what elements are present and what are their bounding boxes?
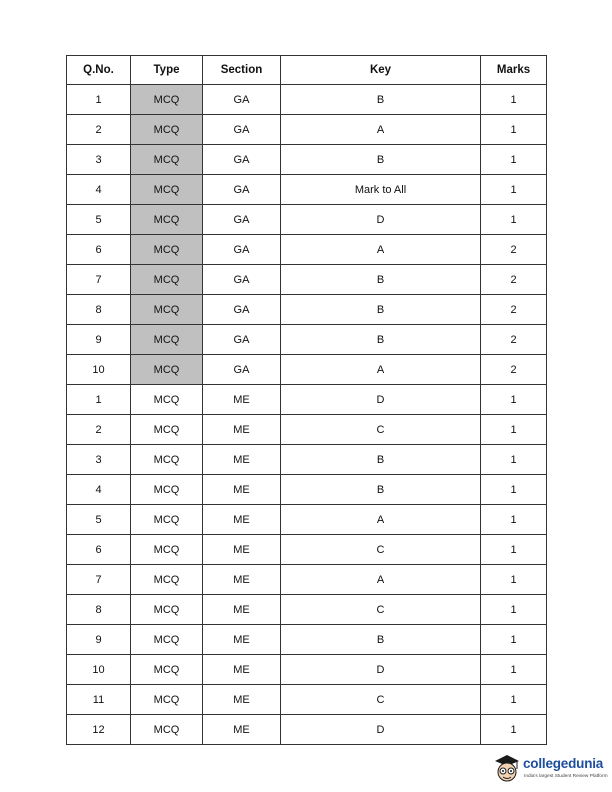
table-row <box>67 325 547 355</box>
cell-key: C <box>281 415 481 445</box>
cell-key: C <box>281 535 481 565</box>
table-row <box>67 115 547 145</box>
cell-type: MCQ <box>131 115 203 145</box>
header-marks: Marks <box>481 56 547 85</box>
table-row <box>67 85 547 115</box>
cell-key: B <box>281 145 481 175</box>
cell-key: B <box>281 265 481 295</box>
table-row <box>67 445 547 475</box>
table-row <box>67 175 547 205</box>
header-type: Type <box>131 56 203 85</box>
cell-section: ME <box>203 715 281 745</box>
cell-key: B <box>281 85 481 115</box>
cell-key: C <box>281 685 481 715</box>
cell-marks: 2 <box>481 265 547 295</box>
cell-marks: 2 <box>481 355 547 385</box>
cell-marks: 1 <box>481 655 547 685</box>
cell-marks: 1 <box>481 595 547 625</box>
table-row <box>67 295 547 325</box>
cell-key: D <box>281 385 481 415</box>
cell-key: B <box>281 625 481 655</box>
header-key: Key <box>281 56 481 85</box>
table-row <box>67 385 547 415</box>
cell-marks: 1 <box>481 85 547 115</box>
cell-type: MCQ <box>131 445 203 475</box>
cell-marks: 2 <box>481 295 547 325</box>
cell-type: MCQ <box>131 415 203 445</box>
cell-key: A <box>281 115 481 145</box>
table-row <box>67 265 547 295</box>
cell-section: GA <box>203 235 281 265</box>
logo-tagline: India's largest Student Review Platform <box>524 774 608 779</box>
cell-qno: 5 <box>67 505 131 535</box>
cell-type: MCQ <box>131 475 203 505</box>
cell-type: MCQ <box>131 625 203 655</box>
cell-qno: 11 <box>67 685 131 715</box>
answer-key-table <box>66 55 547 745</box>
cell-section: GA <box>203 115 281 145</box>
cell-marks: 1 <box>481 505 547 535</box>
cell-section: ME <box>203 625 281 655</box>
cell-marks: 2 <box>481 325 547 355</box>
cell-type: MCQ <box>131 265 203 295</box>
cell-section: GA <box>203 205 281 235</box>
table-row <box>67 655 547 685</box>
table-row <box>67 535 547 565</box>
cell-type: MCQ <box>131 295 203 325</box>
cell-section: ME <box>203 655 281 685</box>
cell-marks: 1 <box>481 415 547 445</box>
cell-marks: 1 <box>481 535 547 565</box>
cell-marks: 1 <box>481 565 547 595</box>
cell-type: MCQ <box>131 85 203 115</box>
cell-section: ME <box>203 565 281 595</box>
cell-section: GA <box>203 145 281 175</box>
cell-marks: 1 <box>481 115 547 145</box>
cell-marks: 1 <box>481 175 547 205</box>
cell-key: B <box>281 475 481 505</box>
cell-type: MCQ <box>131 325 203 355</box>
cell-type: MCQ <box>131 235 203 265</box>
cell-type: MCQ <box>131 595 203 625</box>
cell-key: Mark to All <box>281 175 481 205</box>
collegedunia-logo <box>492 752 610 786</box>
cell-qno: 2 <box>67 115 131 145</box>
cell-section: GA <box>203 175 281 205</box>
cell-qno: 7 <box>67 565 131 595</box>
table-header-row <box>67 56 547 85</box>
cell-type: MCQ <box>131 355 203 385</box>
cell-qno: 4 <box>67 175 131 205</box>
cell-section: GA <box>203 355 281 385</box>
cell-section: ME <box>203 475 281 505</box>
cell-key: A <box>281 565 481 595</box>
cell-type: MCQ <box>131 655 203 685</box>
cell-section: ME <box>203 595 281 625</box>
mascot-icon <box>492 752 522 786</box>
cell-section: ME <box>203 535 281 565</box>
cell-section: GA <box>203 295 281 325</box>
cell-marks: 1 <box>481 625 547 655</box>
logo-brand-text: collegedunia <box>523 756 604 771</box>
cell-qno: 2 <box>67 415 131 445</box>
cell-qno: 9 <box>67 625 131 655</box>
cell-marks: 2 <box>481 235 547 265</box>
table-row <box>67 505 547 535</box>
cell-qno: 10 <box>67 655 131 685</box>
cell-section: GA <box>203 265 281 295</box>
table-row <box>67 235 547 265</box>
header-section: Section <box>203 56 281 85</box>
cell-section: ME <box>203 445 281 475</box>
cell-qno: 4 <box>67 475 131 505</box>
cell-qno: 10 <box>67 355 131 385</box>
cell-key: A <box>281 505 481 535</box>
cell-marks: 1 <box>481 205 547 235</box>
cell-qno: 7 <box>67 265 131 295</box>
table-row <box>67 475 547 505</box>
cell-qno: 3 <box>67 145 131 175</box>
cell-type: MCQ <box>131 565 203 595</box>
cell-section: ME <box>203 385 281 415</box>
header-qno: Q.No. <box>67 56 131 85</box>
cell-qno: 8 <box>67 295 131 325</box>
cell-marks: 1 <box>481 145 547 175</box>
cell-type: MCQ <box>131 535 203 565</box>
table-row <box>67 355 547 385</box>
table-row <box>67 415 547 445</box>
cell-qno: 6 <box>67 235 131 265</box>
cell-qno: 5 <box>67 205 131 235</box>
cell-key: D <box>281 205 481 235</box>
table-row <box>67 715 547 745</box>
cell-marks: 1 <box>481 685 547 715</box>
cell-qno: 3 <box>67 445 131 475</box>
cell-key: B <box>281 295 481 325</box>
cell-section: GA <box>203 325 281 355</box>
cell-section: GA <box>203 85 281 115</box>
cell-key: D <box>281 655 481 685</box>
cell-qno: 9 <box>67 325 131 355</box>
cell-qno: 8 <box>67 595 131 625</box>
cell-type: MCQ <box>131 385 203 415</box>
cell-type: MCQ <box>131 205 203 235</box>
cell-qno: 12 <box>67 715 131 745</box>
cell-key: B <box>281 445 481 475</box>
table-row <box>67 145 547 175</box>
cell-key: A <box>281 235 481 265</box>
table-row <box>67 595 547 625</box>
table-row <box>67 625 547 655</box>
cell-qno: 1 <box>67 85 131 115</box>
cell-section: ME <box>203 415 281 445</box>
table-row <box>67 685 547 715</box>
cell-type: MCQ <box>131 145 203 175</box>
cell-section: ME <box>203 505 281 535</box>
table-row <box>67 205 547 235</box>
cell-key: C <box>281 595 481 625</box>
table-row <box>67 565 547 595</box>
cell-marks: 1 <box>481 475 547 505</box>
cell-marks: 1 <box>481 715 547 745</box>
cell-type: MCQ <box>131 715 203 745</box>
cell-key: B <box>281 325 481 355</box>
cell-qno: 1 <box>67 385 131 415</box>
cell-type: MCQ <box>131 505 203 535</box>
cell-marks: 1 <box>481 385 547 415</box>
cell-type: MCQ <box>131 175 203 205</box>
cell-key: D <box>281 715 481 745</box>
cell-key: A <box>281 355 481 385</box>
cell-marks: 1 <box>481 445 547 475</box>
cell-section: ME <box>203 685 281 715</box>
cell-qno: 6 <box>67 535 131 565</box>
cell-type: MCQ <box>131 685 203 715</box>
